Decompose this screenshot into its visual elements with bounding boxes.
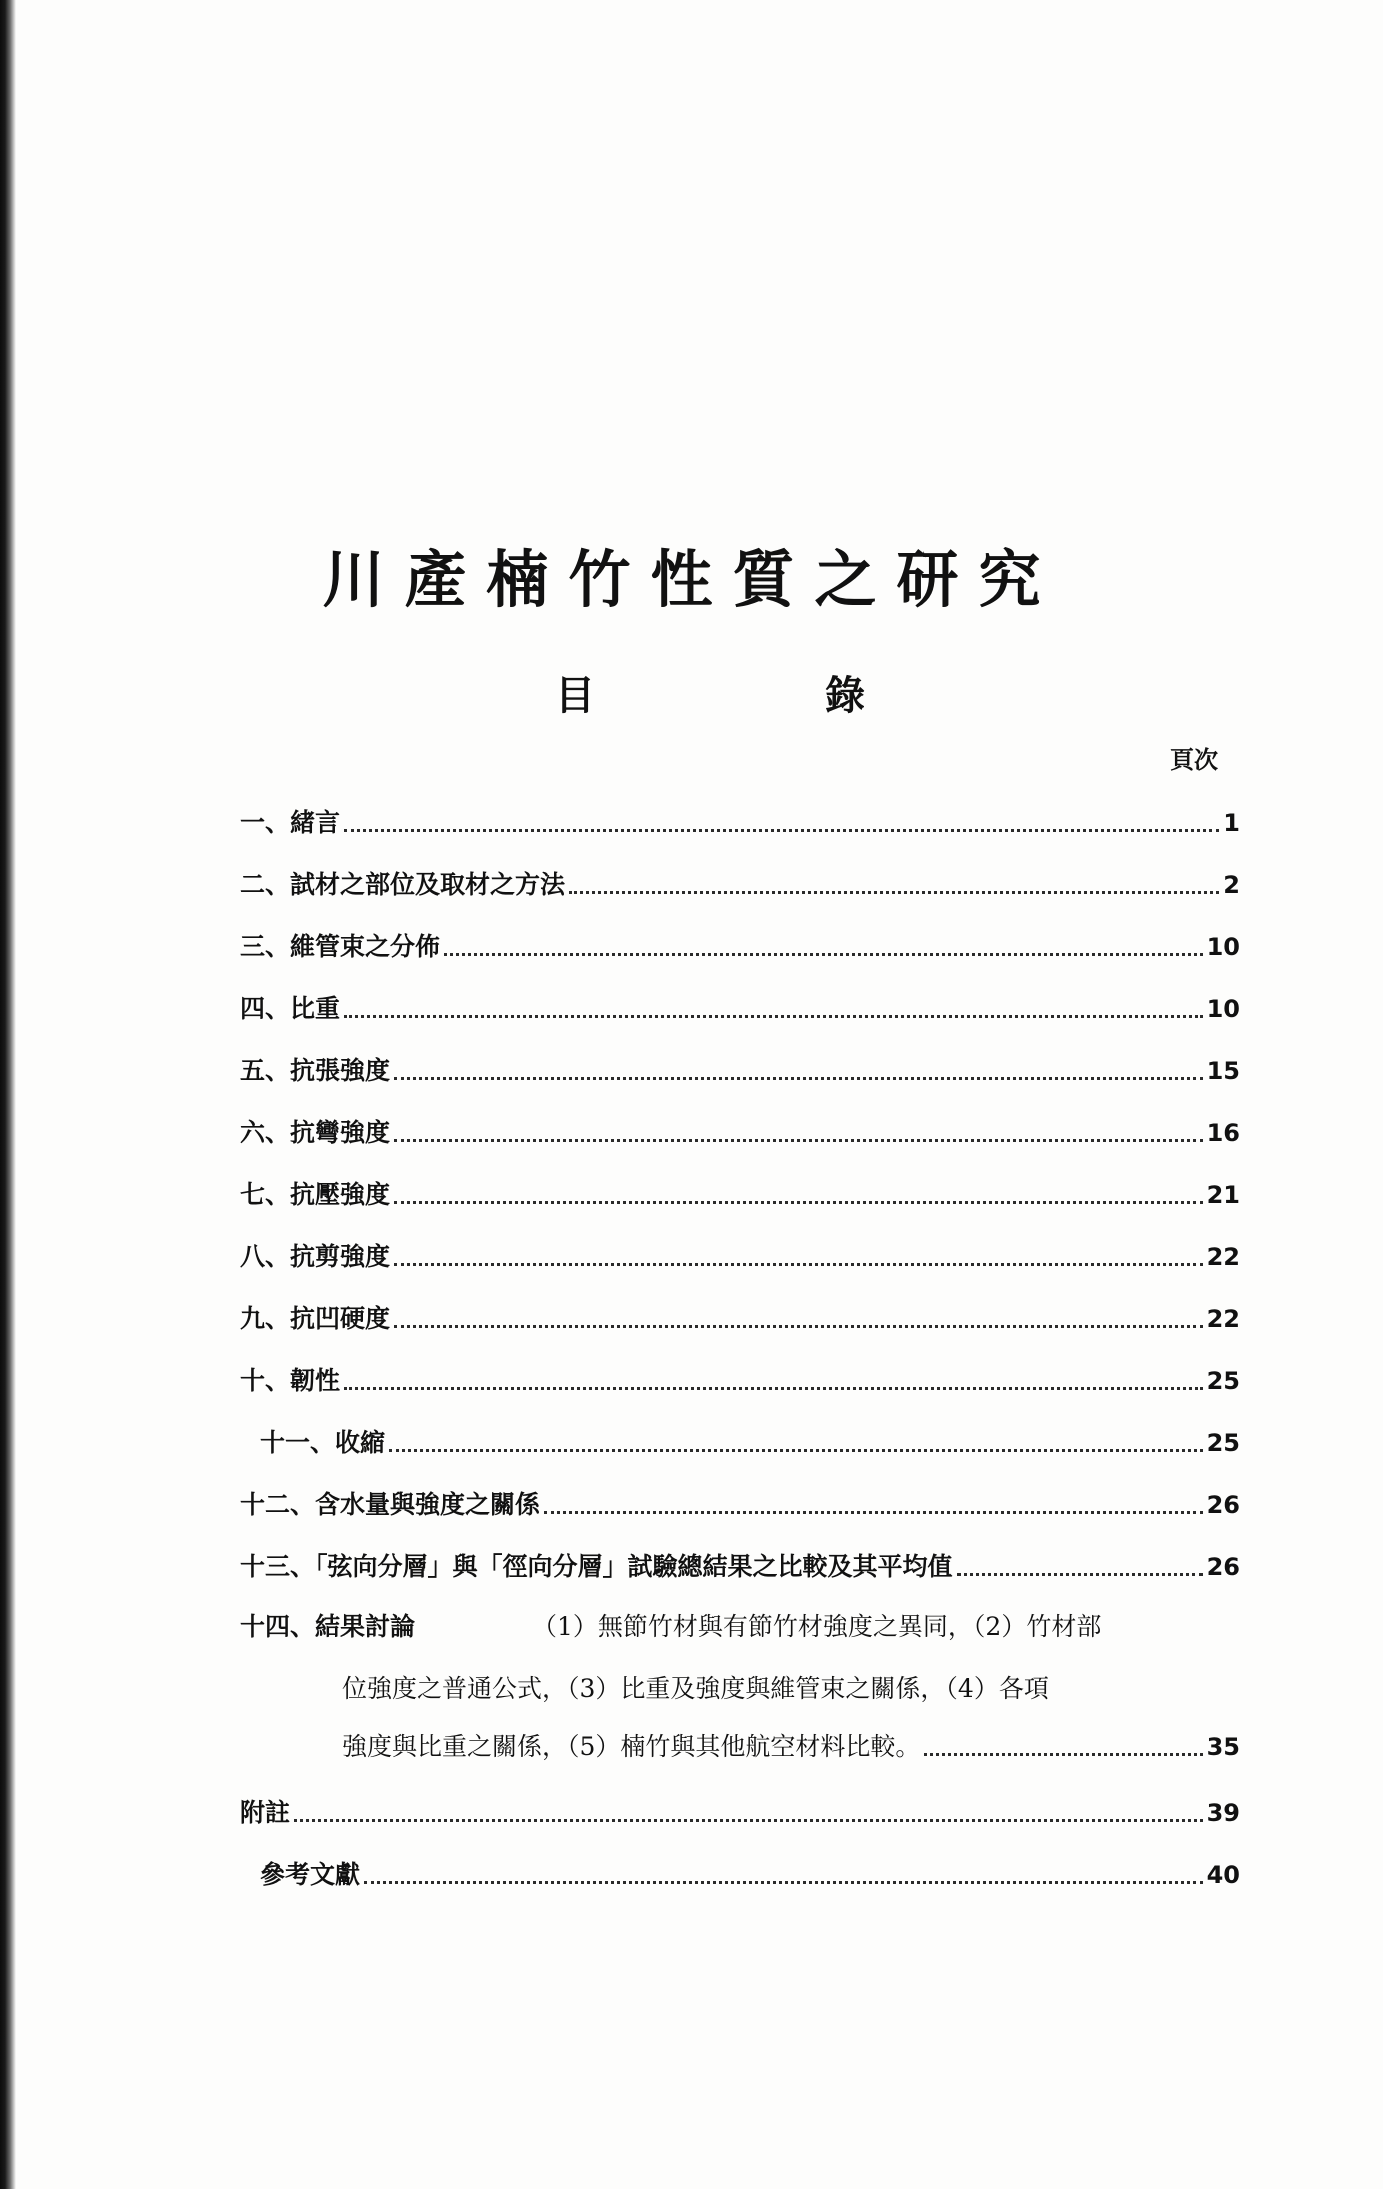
toc-row: [240, 1110, 1240, 1150]
toc-entry-page: 26: [1206, 1553, 1240, 1581]
document-title: 川產楠竹性質之研究: [322, 543, 1061, 616]
toc-entry-page: 40: [1206, 1861, 1240, 1889]
toc-entry-label: 十二、含水量與強度之關係: [240, 1490, 541, 1519]
toc-entry-label: 八、抗剪強度: [240, 1242, 391, 1271]
toc-entry-description-line: （1）無節竹材與有節竹材強度之異同，（2）竹材部: [532, 1612, 1102, 1641]
toc-row: [240, 862, 1240, 902]
toc-entry-label: 十三、「弦向分層」與「徑向分層」試驗總結果之比較及其平均值: [240, 1552, 953, 1581]
toc-entry-label: 六、抗彎強度: [240, 1118, 391, 1147]
toc-leader: [924, 1753, 1202, 1756]
toc-row: [240, 1172, 1240, 1212]
toc-row: [240, 1790, 1240, 1830]
toc-leader: [394, 1077, 1203, 1080]
toc-entry-page: 25: [1206, 1367, 1240, 1395]
scan-edge-shadow: [0, 0, 16, 2189]
toc-leader: [394, 1139, 1203, 1142]
toc-row: [240, 1482, 1240, 1522]
toc-row: [342, 1724, 1240, 1764]
toc-entry-page: 35: [1206, 1733, 1240, 1761]
toc-entry-label: 一、緒言: [240, 808, 341, 837]
toc-leader: [569, 891, 1219, 894]
toc-entry-page: 10: [1206, 995, 1240, 1023]
toc-entry-label: 三、維管束之分佈: [240, 932, 441, 961]
toc-entry-page: 21: [1206, 1181, 1240, 1209]
toc-row: [240, 1544, 1240, 1584]
toc-row: [240, 986, 1240, 1026]
toc-entry-page: 1: [1223, 809, 1240, 837]
toc-entry-label: 十四、結果討論: [240, 1612, 416, 1641]
toc-heading-right: 錄: [825, 672, 865, 719]
toc-entry-page: 2: [1223, 871, 1240, 899]
toc-entry-label: 九、抗凹硬度: [240, 1304, 391, 1333]
toc-leader: [294, 1819, 1203, 1822]
toc-row: [240, 1296, 1240, 1336]
toc-entry-description-line: 位強度之普通公式，（3）比重及強度與維管束之關係，（4）各項: [342, 1674, 1049, 1703]
toc-leader: [444, 953, 1203, 956]
toc-entry-label: 十、韌性: [240, 1366, 341, 1395]
toc-row: [240, 1420, 1240, 1460]
toc-entry-label: 七、抗壓強度: [240, 1180, 391, 1209]
toc-entry-page: 39: [1206, 1799, 1240, 1827]
toc-row: [240, 1234, 1240, 1274]
toc-leader: [544, 1511, 1203, 1514]
toc-heading-left: 目: [555, 672, 595, 719]
toc-row: [240, 1358, 1240, 1398]
toc-leader: [364, 1881, 1203, 1884]
toc-entry-label: 附註: [240, 1798, 291, 1827]
toc-entry-description-line: 強度與比重之關係，（5）楠竹與其他航空材料比較。: [342, 1732, 921, 1761]
toc-entry-page: 26: [1206, 1491, 1240, 1519]
toc-entry-label: 十一、收縮: [260, 1428, 386, 1457]
toc-entry-page: 16: [1206, 1119, 1240, 1147]
toc-leader: [394, 1325, 1203, 1328]
toc-leader: [394, 1263, 1203, 1266]
toc-entry-label: 二、試材之部位及取材之方法: [240, 870, 566, 899]
toc-heading: [555, 668, 865, 724]
toc-row: [240, 1852, 1240, 1892]
toc-leader: [344, 1387, 1203, 1390]
toc-leader: [394, 1201, 1203, 1204]
toc-entry-label: 四、比重: [240, 994, 341, 1023]
toc-row: [240, 924, 1240, 964]
page-column-label: 頁次: [1170, 745, 1218, 774]
toc-entry-page: 15: [1206, 1057, 1240, 1085]
toc-leader: [957, 1573, 1203, 1576]
toc-leader: [344, 829, 1219, 832]
toc-row: [240, 800, 1240, 840]
toc-entry-page: 25: [1206, 1429, 1240, 1457]
toc-row-multiline: [240, 1606, 1240, 1761]
toc-entry-page: 22: [1206, 1305, 1240, 1333]
toc-leader: [389, 1449, 1203, 1452]
toc-entry-page: 22: [1206, 1243, 1240, 1271]
toc-entry-page: 10: [1206, 933, 1240, 961]
toc-entry-label: 參考文獻: [260, 1860, 361, 1889]
toc-row: [240, 1048, 1240, 1088]
toc-entry-label: 五、抗張強度: [240, 1056, 391, 1085]
toc-leader: [344, 1015, 1203, 1018]
